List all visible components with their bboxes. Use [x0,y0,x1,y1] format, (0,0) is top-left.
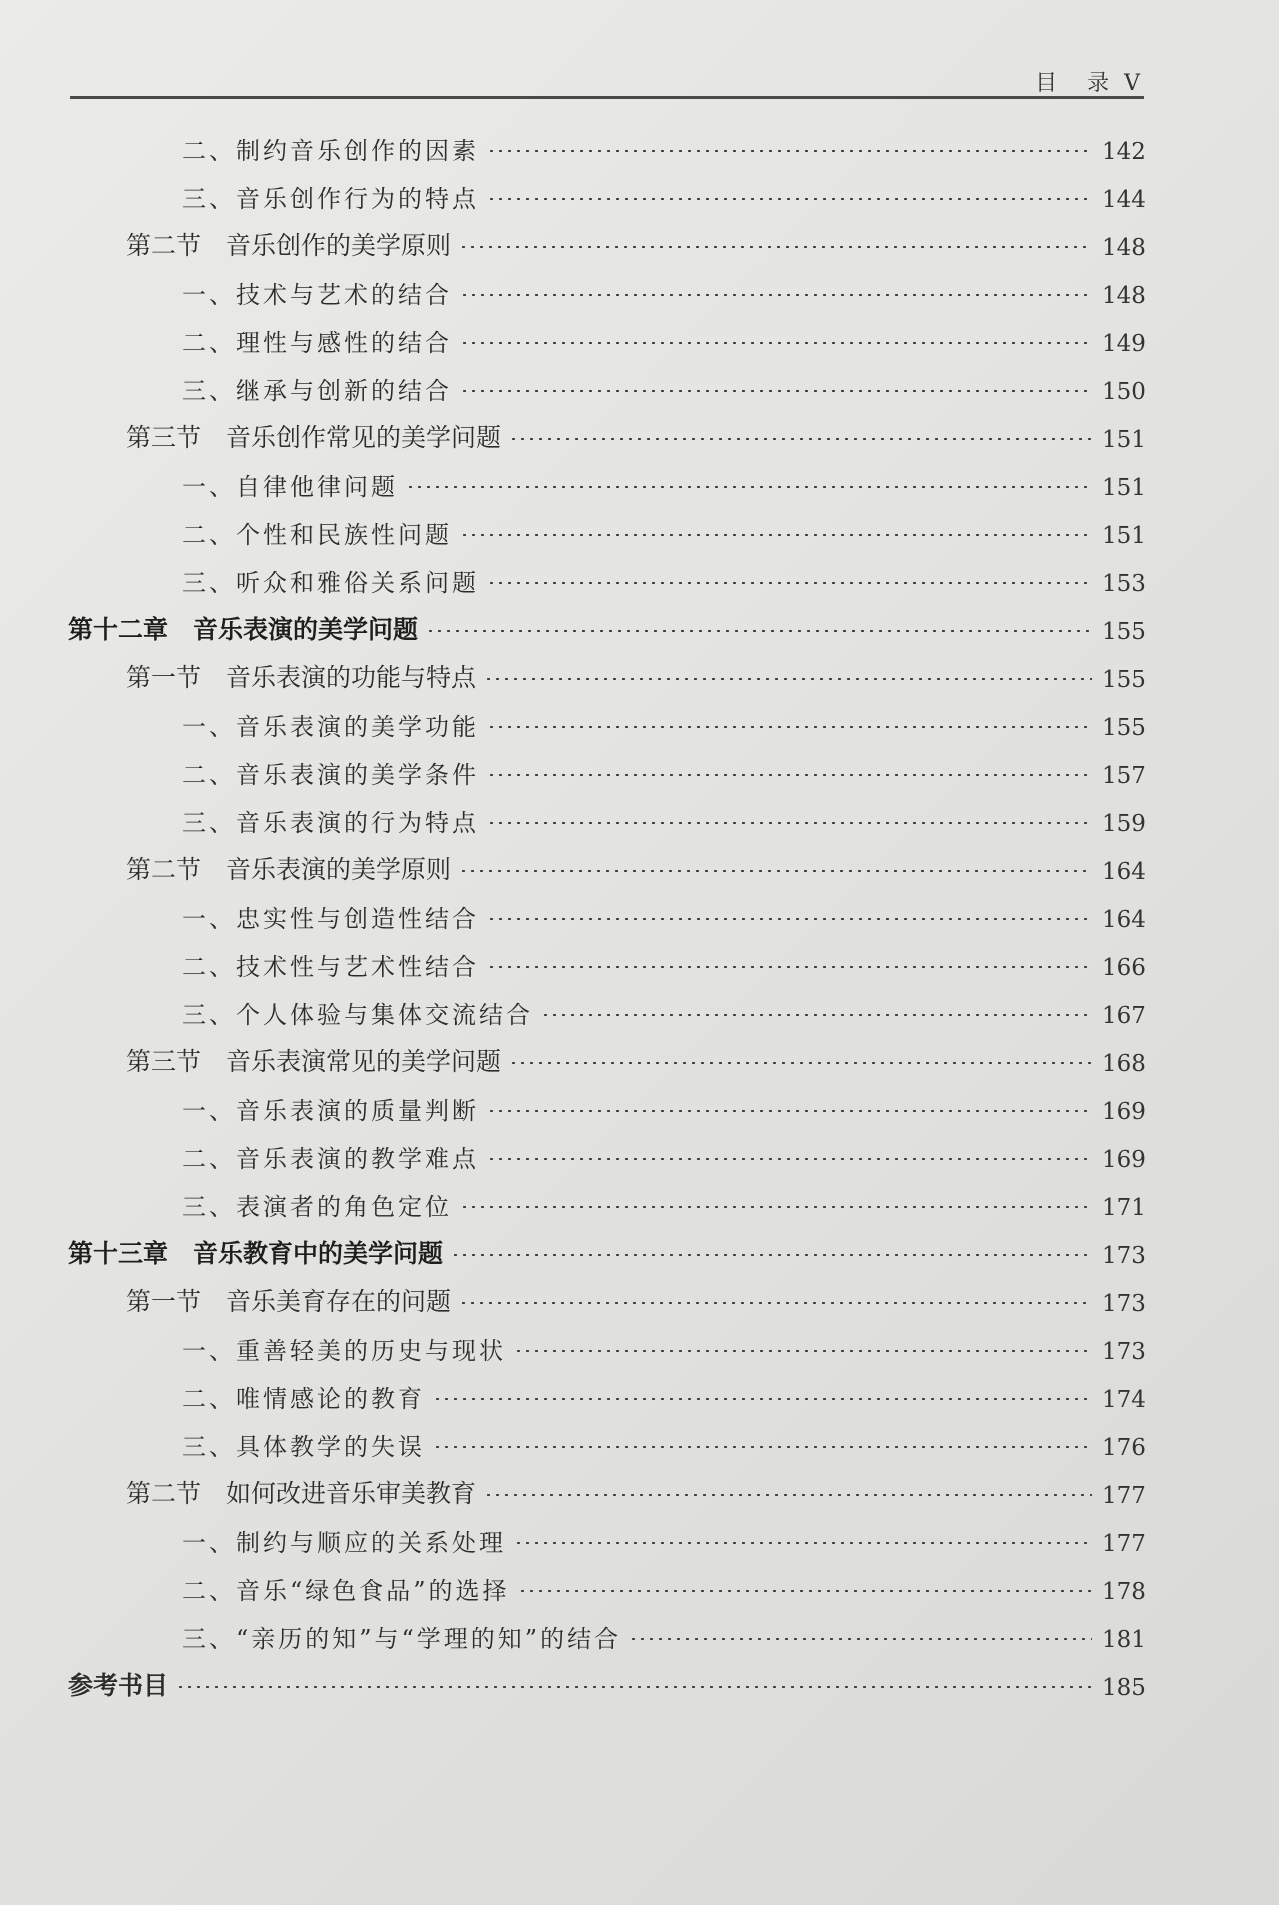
dot-leader [487,582,1092,584]
toc-entry-section [0,1036,1279,1084]
toc-page-number: 164 [1102,859,1146,885]
dot-leader [176,1686,1092,1688]
dot-leader [487,726,1092,728]
toc-entry-item [0,1180,1279,1228]
toc-entry-item [0,508,1279,556]
toc-entry-title: 二、技术性与艺术性结合 [182,952,479,981]
toc-entry-item [0,460,1279,508]
toc-entry-title: 第一节 音乐表演的功能与特点 [126,663,477,692]
toc-page-number: 169 [1102,1099,1146,1125]
toc-entry-item [0,700,1279,748]
toc-entry-item [0,1612,1279,1660]
toc-page-number: 144 [1102,187,1146,213]
toc-entry-item [0,172,1279,220]
toc-entry-section [0,652,1279,700]
dot-leader [433,1398,1092,1400]
toc-entry-title: 三、表演者的角色定位 [182,1192,452,1221]
toc-entry-section [0,220,1279,268]
toc-entry-title: 一、自律他律问题 [182,472,398,501]
dot-leader [629,1638,1092,1640]
dot-leader [487,966,1092,968]
toc-entry-item [0,556,1279,604]
toc-page-number: 171 [1102,1195,1146,1221]
dot-leader [459,1302,1092,1304]
toc-entry-item [0,892,1279,940]
dot-leader [487,774,1092,776]
toc-entry-title: 一、重善轻美的历史与现状 [182,1336,506,1365]
toc-page-number: 174 [1102,1387,1146,1413]
toc-entry-item [0,268,1279,316]
dot-leader [487,822,1092,824]
dot-leader [487,198,1092,200]
toc-entry-title: 第十二章 音乐表演的美学问题 [68,615,419,644]
toc-entry-title: 第十三章 音乐教育中的美学问题 [68,1239,444,1268]
toc-entry-title: 二、音乐表演的教学难点 [182,1144,479,1173]
toc-entry-item [0,1564,1279,1612]
dot-leader [460,534,1092,536]
toc-page-number: 151 [1102,523,1146,549]
toc-page-number: 155 [1102,619,1146,645]
toc-page-number: 181 [1102,1627,1146,1653]
toc-entry-item [0,940,1279,988]
toc-entry-title: 一、音乐表演的质量判断 [182,1096,479,1125]
dot-leader [460,342,1092,344]
toc-page-number: 159 [1102,811,1146,837]
toc-entry-item [0,124,1279,172]
toc-entry-title: 三、“亲历的知”与“学理的知”的结合 [182,1624,622,1653]
toc-entry-item [0,1420,1279,1468]
toc-page-number: 166 [1102,955,1146,981]
toc-page-number: 173 [1102,1291,1146,1317]
dot-leader [460,294,1092,296]
toc-entry-title: 二、唯情感论的教育 [182,1384,425,1413]
dot-leader [484,1494,1092,1496]
toc-page-number: 176 [1102,1435,1146,1461]
dot-leader [487,918,1092,920]
toc-entry-bib [0,1660,1279,1708]
dot-leader [484,678,1092,680]
dot-leader [426,630,1092,632]
toc-page-number: 148 [1102,283,1146,309]
toc-entry-section [0,1276,1279,1324]
toc-entry-item [0,364,1279,412]
toc-entry-section [0,844,1279,892]
toc-page-number: 185 [1102,1675,1146,1701]
toc-page-number: 150 [1102,379,1146,405]
dot-leader [518,1590,1092,1592]
toc-page-number: 177 [1102,1483,1146,1509]
toc-entry-chapter [0,604,1279,652]
header-title: 目 录 V [1035,71,1144,96]
toc-page-number: 155 [1102,667,1146,693]
toc-entry-item [0,1324,1279,1372]
toc-page-number: 168 [1102,1051,1146,1077]
toc-entry-title: 一、制约与顺应的关系处理 [182,1528,506,1557]
toc-page-number: 155 [1102,715,1146,741]
toc-page-number: 157 [1102,763,1146,789]
toc-entry-item [0,1132,1279,1180]
toc-entry-title: 三、音乐创作行为的特点 [182,184,479,213]
toc-entry-item [0,1084,1279,1132]
running-header [70,62,1144,99]
toc-entry-title: 三、听众和雅俗关系问题 [182,568,479,597]
toc-entry-item [0,748,1279,796]
toc-page-number: 149 [1102,331,1146,357]
toc-page-number: 177 [1102,1531,1146,1557]
toc-entry-title: 第二节 音乐表演的美学原则 [126,855,452,884]
dot-leader [459,870,1092,872]
toc-entry-item [0,1372,1279,1420]
toc-entry-title: 一、技术与艺术的结合 [182,280,452,309]
toc-entry-title: 二、音乐“绿色食品”的选择 [182,1576,510,1605]
dot-leader [514,1542,1092,1544]
toc-entry-item [0,796,1279,844]
toc-entry-title: 二、理性与感性的结合 [182,328,452,357]
toc-entry-title: 三、个人体验与集体交流结合 [182,1000,533,1029]
toc-entry-title: 二、制约音乐创作的因素 [182,136,479,165]
toc-entry-title: 二、音乐表演的美学条件 [182,760,479,789]
dot-leader [487,150,1092,152]
dot-leader [451,1254,1092,1256]
toc-entry-title: 一、音乐表演的美学功能 [182,712,479,741]
toc-entry-title: 三、音乐表演的行为特点 [182,808,479,837]
dot-leader [460,390,1092,392]
toc-page-number: 178 [1102,1579,1146,1605]
toc-entry-title: 参考书目 [68,1671,169,1700]
dot-leader [509,438,1092,440]
dot-leader [406,486,1092,488]
toc-page-number: 173 [1102,1243,1146,1269]
toc-entry-section [0,412,1279,460]
dot-leader [541,1014,1092,1016]
dot-leader [514,1350,1092,1352]
toc-page-number: 167 [1102,1003,1146,1029]
toc-entry-title: 三、继承与创新的结合 [182,376,452,405]
toc-page-number: 151 [1102,475,1146,501]
dot-leader [459,246,1092,248]
toc-entry-title: 一、忠实性与创造性结合 [182,904,479,933]
toc-entry-title: 第三节 音乐创作常见的美学问题 [126,423,502,452]
dot-leader [460,1206,1092,1208]
toc-entry-title: 二、个性和民族性问题 [182,520,452,549]
toc-entry-title: 第一节 音乐美育存在的问题 [126,1287,452,1316]
table-of-contents [0,124,1279,1708]
toc-page-number: 153 [1102,571,1146,597]
dot-leader [509,1062,1092,1064]
toc-entry-item [0,988,1279,1036]
toc-entry-title: 第二节 如何改进音乐审美教育 [126,1479,477,1508]
toc-page-number: 148 [1102,235,1146,261]
toc-page-number: 169 [1102,1147,1146,1173]
toc-entry-title: 三、具体教学的失误 [182,1432,425,1461]
toc-entry-section [0,1468,1279,1516]
toc-page-number: 173 [1102,1339,1146,1365]
toc-entry-title: 第二节 音乐创作的美学原则 [126,231,452,260]
dot-leader [433,1446,1092,1448]
toc-entry-item [0,1516,1279,1564]
toc-page-number: 142 [1102,139,1146,165]
toc-page-number: 151 [1102,427,1146,453]
toc-entry-item [0,316,1279,364]
toc-page-number: 164 [1102,907,1146,933]
dot-leader [487,1110,1092,1112]
dot-leader [487,1158,1092,1160]
toc-entry-chapter [0,1228,1279,1276]
toc-entry-title: 第三节 音乐表演常见的美学问题 [126,1047,502,1076]
